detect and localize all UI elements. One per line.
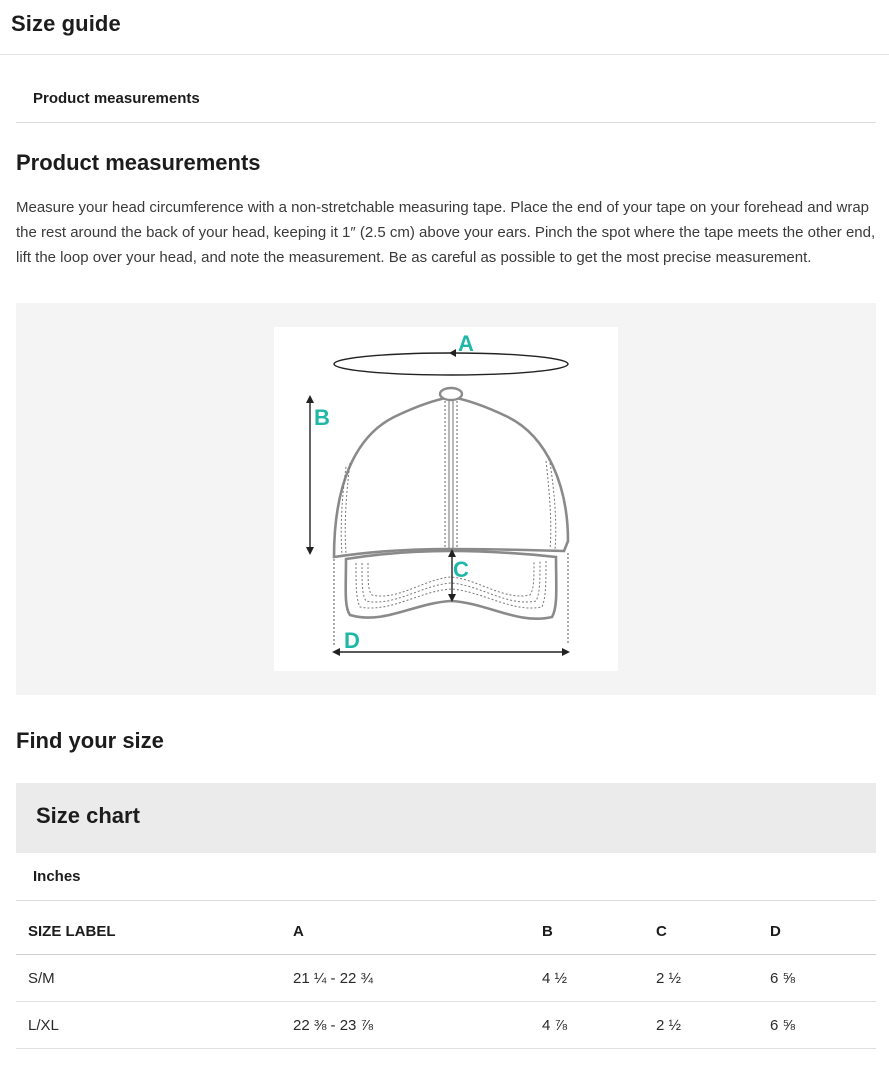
cell-b: 4 ½ [530, 955, 644, 1002]
measure-b-arrow-top [306, 395, 314, 403]
size-chart-header [16, 783, 876, 853]
measure-d-arrow-left [332, 648, 340, 656]
cap-diagram [274, 327, 618, 671]
tab-product-measurements[interactable]: Product measurements [33, 90, 200, 107]
cell-b: 4 ⅞ [530, 1002, 644, 1049]
size-guide-header [0, 0, 889, 55]
cell-c: 2 ½ [644, 1002, 758, 1049]
cell-d: 6 ⅝ [758, 1002, 876, 1049]
measure-a-ellipse [334, 353, 568, 375]
size-chart-title: Size chart [36, 803, 140, 828]
label-a: A [458, 331, 474, 356]
cap-crown [334, 397, 568, 557]
measure-d-arrow-right [562, 648, 570, 656]
label-b: B [314, 405, 330, 430]
header-c: C [644, 908, 758, 955]
table-row [16, 955, 876, 1002]
header-size-label: SIZE LABEL [16, 908, 281, 955]
page-title: Size guide [11, 11, 121, 36]
cell-size-label: L/XL [16, 1002, 281, 1049]
tab-inches[interactable]: Inches [33, 868, 81, 885]
label-c: C [453, 557, 469, 582]
cap-button [440, 388, 462, 400]
cell-d: 6 ⅝ [758, 955, 876, 1002]
cell-a: 21 ¼ - 22 ¾ [281, 955, 530, 1002]
cell-c: 2 ½ [644, 955, 758, 1002]
measurements-title: Product measurements [16, 150, 261, 175]
cell-a: 22 ⅜ - 23 ⅞ [281, 1002, 530, 1049]
tab-bar [16, 55, 876, 123]
cell-size-label: S/M [16, 955, 281, 1002]
cap-diagram-svg [274, 327, 618, 671]
cap-brim [346, 551, 557, 619]
measure-b-arrow-bottom [306, 547, 314, 555]
size-table [16, 908, 876, 1049]
header-a: A [281, 908, 530, 955]
find-size-title: Find your size [16, 728, 164, 753]
measure-a-arrowhead [449, 349, 456, 357]
header-d: D [758, 908, 876, 955]
measurements-description: Measure your head circumference with a non-stretchable measuring tape. Place the end of your tape on your forehead and wrap the rest around the back of your head, keeping it 1″ (2.5 cm) above your ears. Pinch the spot where the tape meets the other end, lift the loop over your head, and note the measurement. Be as careful as possible to get the most precise measurement. [16, 199, 876, 266]
table-row [16, 1002, 876, 1049]
unit-tab-bar [16, 853, 876, 901]
table-header-row [16, 908, 876, 955]
diagram-area [16, 303, 876, 695]
header-b: B [530, 908, 644, 955]
label-d: D [344, 628, 360, 653]
